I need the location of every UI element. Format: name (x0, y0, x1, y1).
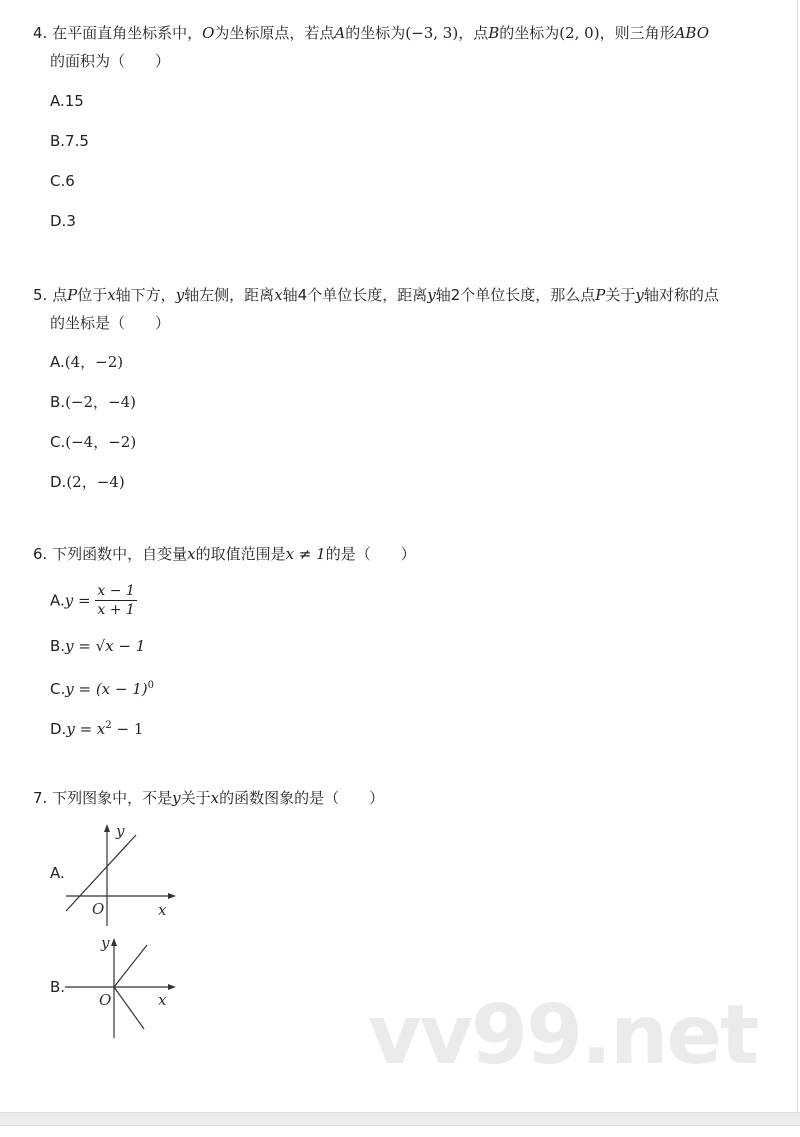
q4-option-c: C.6 (50, 172, 75, 190)
q4-stem: 4. 在平面直角坐标系中，O为坐标原点，若点A的坐标为(−3, 3)，点B的坐标为(2, 0)，则三角形ABO (33, 24, 710, 42)
q6-option-b: B.y = √x − 1 (50, 637, 146, 655)
graph-ray-down (114, 987, 144, 1029)
svg-text:y: y (116, 822, 125, 840)
q7-graph-b (60, 936, 180, 1046)
q6-option-d: $D.y = x^2 - 1$ (50, 720, 144, 738)
x-arrow-icon (168, 893, 176, 899)
page-edge (797, 0, 798, 1112)
q5-stem: 5. 点P位于x轴下方，y轴左侧，距离x轴4个单位长度，距离y轴2个单位长度，那么点P关于y轴对称的点 (33, 286, 719, 304)
q4-stem-line2: 的面积为（ ） (50, 52, 171, 70)
q7-option-a-label: A. (50, 864, 65, 882)
q4-option-b: B.7.5 (50, 132, 89, 150)
watermark: vv99.net (368, 988, 758, 1083)
q5-stem-line2: 的坐标是（ ） (50, 314, 171, 332)
q4-option-d: D.3 (50, 212, 76, 230)
q5-option-c: C.(−4，−2) (50, 433, 137, 451)
y-arrow-icon (104, 824, 110, 832)
q5-option-d: D.(2，−4) (50, 473, 125, 491)
q4-option-a: A.15 (50, 92, 84, 110)
q7-option-b-label: B. (50, 978, 66, 996)
svg-text:O: O (99, 991, 112, 1009)
x-arrow-icon (168, 984, 176, 990)
q5-option-a: A.(4，−2) (50, 353, 124, 371)
q6-stem: 6. 下列函数中，自变量x的取值范围是x ≠ 1的是（ ） (33, 545, 416, 563)
graph-ray-up (114, 945, 147, 987)
q7-graph-a (60, 822, 180, 932)
q6-option-a: A.y = $\frac{x - 1}{x + 1}$ (50, 583, 135, 618)
q5-option-b: B.(−2，−4) (50, 393, 136, 411)
svg-text:x: x (158, 901, 167, 919)
svg-text:x: x (158, 991, 167, 1009)
svg-text:O: O (92, 900, 105, 918)
svg-text:y: y (101, 936, 110, 952)
page-separator (0, 1112, 800, 1126)
q6-option-c: $C.y = (x - 1)^0$ (50, 680, 155, 698)
y-arrow-icon (111, 938, 117, 946)
q7-stem: 7. 下列图象中，不是y关于x的函数图象的是（ ） (33, 789, 385, 807)
fraction: $\frac{x - 1}{x + 1}$ (97, 583, 135, 618)
